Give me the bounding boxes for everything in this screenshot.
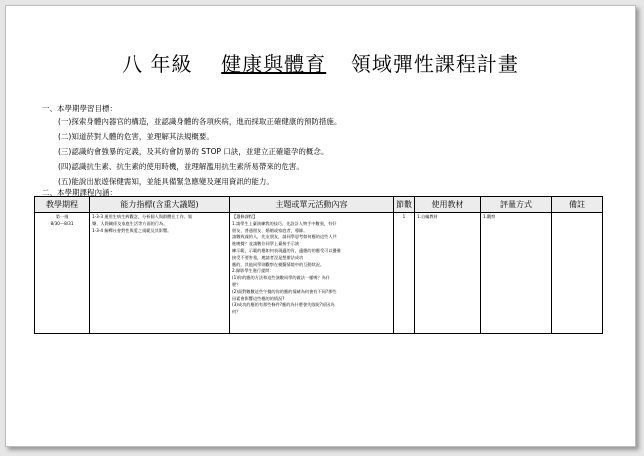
topic-line: 應的，其他同學則觀察在模擬情境中的互動狀況。 xyxy=(232,261,325,267)
section1-heading: 一、本學期學習目標： xyxy=(42,104,117,113)
topic-line: 1.請學生上臺演練我的技巧，先設計人物手中數張，有好 xyxy=(232,220,337,226)
topic-line: (1)你的應的方法和這些演數同學的做法一樣嗎？為什 xyxy=(232,275,331,281)
section2-heading: 二、本學期課程內涵： xyxy=(42,188,117,197)
header-notes: 備註 xyxy=(552,197,603,213)
header-materials: 使用教材 xyxy=(415,197,481,213)
topic-line: 因素會影響這些應的的情況? xyxy=(232,295,285,301)
week-cell xyxy=(35,213,90,334)
table-header-row xyxy=(35,197,603,213)
goal-item: (四)認識抗生素、抗生素的使用時機，並理解濫用抗生素所易帶來的危害。 xyxy=(58,162,304,171)
notes-cell xyxy=(552,213,603,334)
week-dates: 8/30～8/31 xyxy=(50,220,74,226)
topic-line: 麼？ xyxy=(232,281,241,287)
topic-line: 何？ xyxy=(232,309,241,315)
topic-line: 【選修課程】 xyxy=(232,214,258,219)
header-periods: 節數 xyxy=(394,197,415,213)
topic-line: 練示範，示範的應如何表現適的肯，適應的的應受可以優雅 xyxy=(232,247,341,253)
goal-item: (一)探索身體內器官的構造，並認識身體的各項疾病，進而採取正確健康的預防措施。 xyxy=(58,117,342,126)
document-page xyxy=(5,5,636,447)
title-subject: 健康與體育 xyxy=(221,52,327,76)
materials-cell: 1.自編教材 xyxy=(415,213,481,334)
table-row xyxy=(35,213,603,334)
goal-item: (三)認識約會強暴的定義，及其約會防暴的 STOP 口訣，並建立正確避孕的概念。 xyxy=(58,147,329,156)
title-grade: 八 年級 xyxy=(122,52,193,76)
ability-line: 1-3-4 解釋社會對性與愛之規範及其影響。 xyxy=(92,227,172,233)
header-topic: 主題或單元活動內容 xyxy=(230,197,394,213)
topic-line: (3)成功的應的有那些條件?應的為什麼會失敗呢?原因為 xyxy=(232,302,335,308)
ability-line: 樂、人際關係及家庭生活等方面的行為。 xyxy=(92,220,168,226)
page-title xyxy=(6,48,635,77)
title-rest: 領域彈性課程計畫 xyxy=(350,52,519,76)
ability-line: 1-3-3 運用生病生病觀念，分析個人與群體在工作、娛 xyxy=(92,214,193,219)
schedule-table xyxy=(34,196,603,334)
topic-line: 接受不要害羞，邀請者沒是想辦法成功 xyxy=(232,254,304,260)
topic-line: 朋友、普通朋友、婚姻或家庭者，導師。 xyxy=(232,227,308,233)
topic-line: 進晚餐？並請數位同學上臺接手示演 xyxy=(232,241,300,247)
topic-line: 2.歸影學生進行提問： xyxy=(232,268,274,274)
goal-item: (二)知道菸對人體的危害，並理解其法規概要。 xyxy=(58,132,214,141)
topic-cell xyxy=(230,213,394,334)
ability-cell xyxy=(90,213,230,334)
evaluation-cell: 1.觀察 xyxy=(481,213,552,334)
goal-item: (五)能說出旅遊保健需知，並能具備緊急應變及運用資訊的能力。 xyxy=(58,177,274,186)
header-evaluation: 評量方式 xyxy=(481,197,552,213)
topic-line: (2)面對數數這些午餐的你的應的情緒為何會有不同?那些 xyxy=(232,288,337,294)
week-label: 第一週 xyxy=(55,214,69,219)
topic-line: 請數致義的人，先友朋友，請同學思考如何應的這些人共 xyxy=(232,234,337,240)
header-week: 教學期程 xyxy=(35,197,90,213)
periods-cell: 1 xyxy=(394,213,415,334)
header-ability: 能力指標(含重大議題) xyxy=(90,197,230,213)
